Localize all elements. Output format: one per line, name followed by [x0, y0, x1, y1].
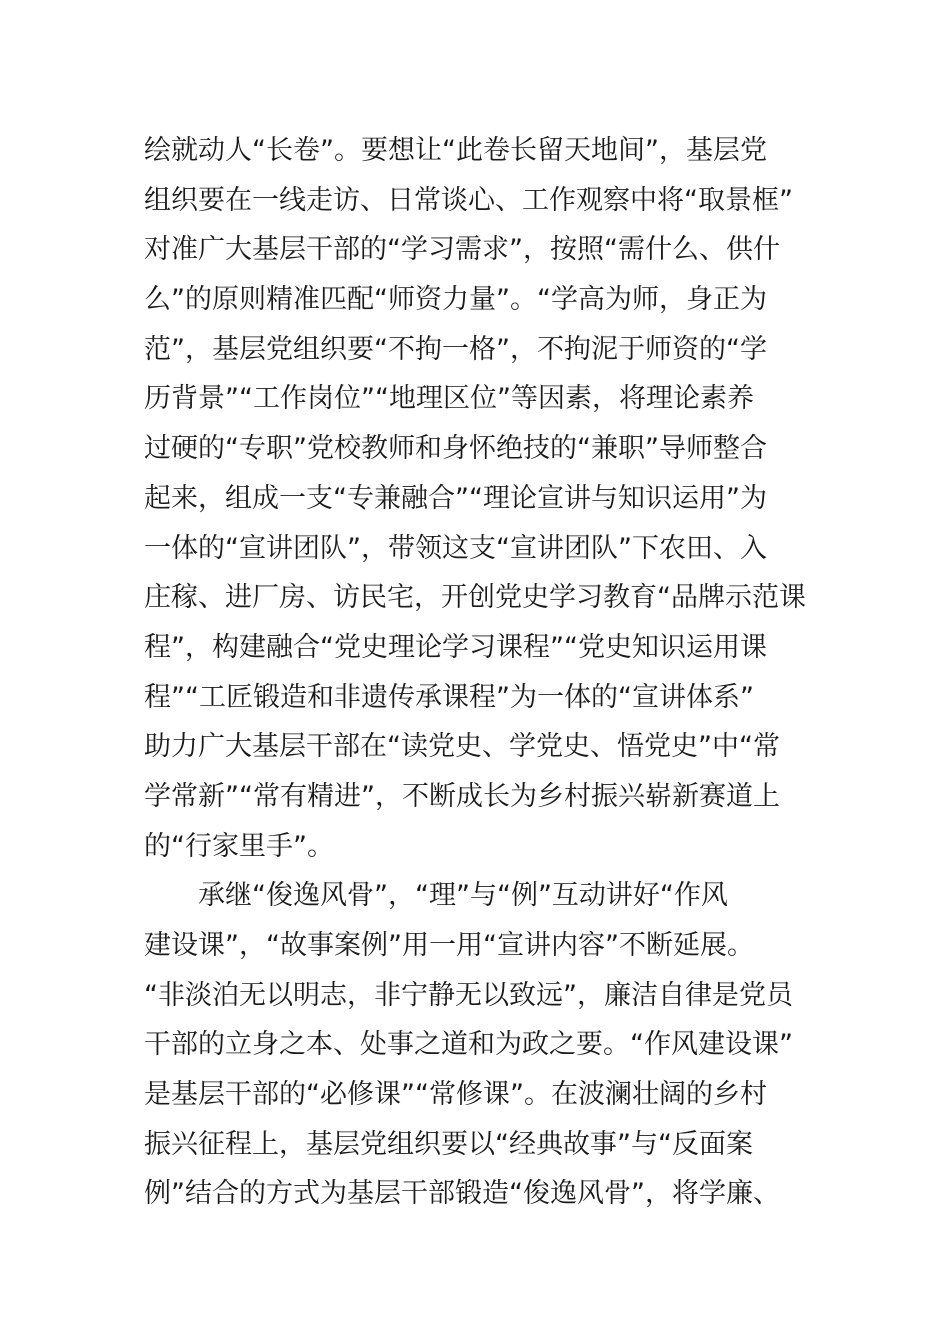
- text-line: 过硬的“专职”党校教师和身怀绝技的“兼职”导师整合: [144, 433, 767, 465]
- text-line: 范”，基层党组织要“不拘一格”，不拘泥于师资的“学: [144, 333, 767, 365]
- body-text: [144, 126, 810, 1219]
- text-line: 的“行家里手”。: [144, 830, 334, 862]
- text-line: 历背景”“工作岗位”“地理区位”等因素，将理论素养: [144, 383, 754, 415]
- paragraph-start-line: 承继“俊逸风骨”，“理”与“例”互动讲好“作风: [198, 880, 728, 912]
- text-line: 振兴征程上，基层党组织要以“经典故事”与“反面案: [144, 1128, 753, 1160]
- text-line: 干部的立身之本、处事之道和为政之要。“作风建设课”: [144, 1029, 793, 1061]
- text-line: 程”，构建融合“党史理论学习课程”“党史知识运用课: [144, 631, 767, 663]
- text-line: 对准广大基层干部的“学习需求”，按照“需什么、供什: [144, 234, 780, 266]
- text-line: 绘就动人“长卷”。要想让“此卷长留天地间”，基层党: [144, 135, 767, 166]
- text-line: 程”“工匠锻造和非遗传承课程”为一体的“宣讲体系”: [144, 681, 754, 713]
- text-line: 助力广大基层干部在“读党史、学党史、悟党史”中“常: [144, 731, 780, 763]
- text-line: 庄稼、进厂房、访民宅，开创党史学习教育“品牌示范课: [144, 582, 806, 614]
- text-line: 建设课”，“故事案例”用一用“宣讲内容”不断延展。: [144, 930, 754, 961]
- text-line: 例”结合的方式为基层干部锻造“俊逸风骨”，将学廉、: [144, 1178, 780, 1210]
- text-line: 么”的原则精准匹配“师资力量”。“学高为师，身正为: [144, 284, 767, 316]
- text-line: “非淡泊无以明志，非宁静无以致远”，廉洁自律是党员: [144, 979, 793, 1011]
- text-line: 一体的“宣讲团队”，带领这支“宣讲团队”下农田、入: [144, 532, 767, 564]
- text-line: 组织要在一线走访、日常谈心、工作观察中将“取景框”: [144, 184, 793, 216]
- text-line: 是基层干部的“必修课”“常修课”。在波澜壮阔的乡村: [144, 1079, 767, 1111]
- text-line: 起来，组成一支“专兼融合”“理论宣讲与知识运用”为: [144, 482, 767, 514]
- text-line: 学常新”“常有精进”，不断成长为乡村振兴崭新赛道上: [144, 780, 780, 812]
